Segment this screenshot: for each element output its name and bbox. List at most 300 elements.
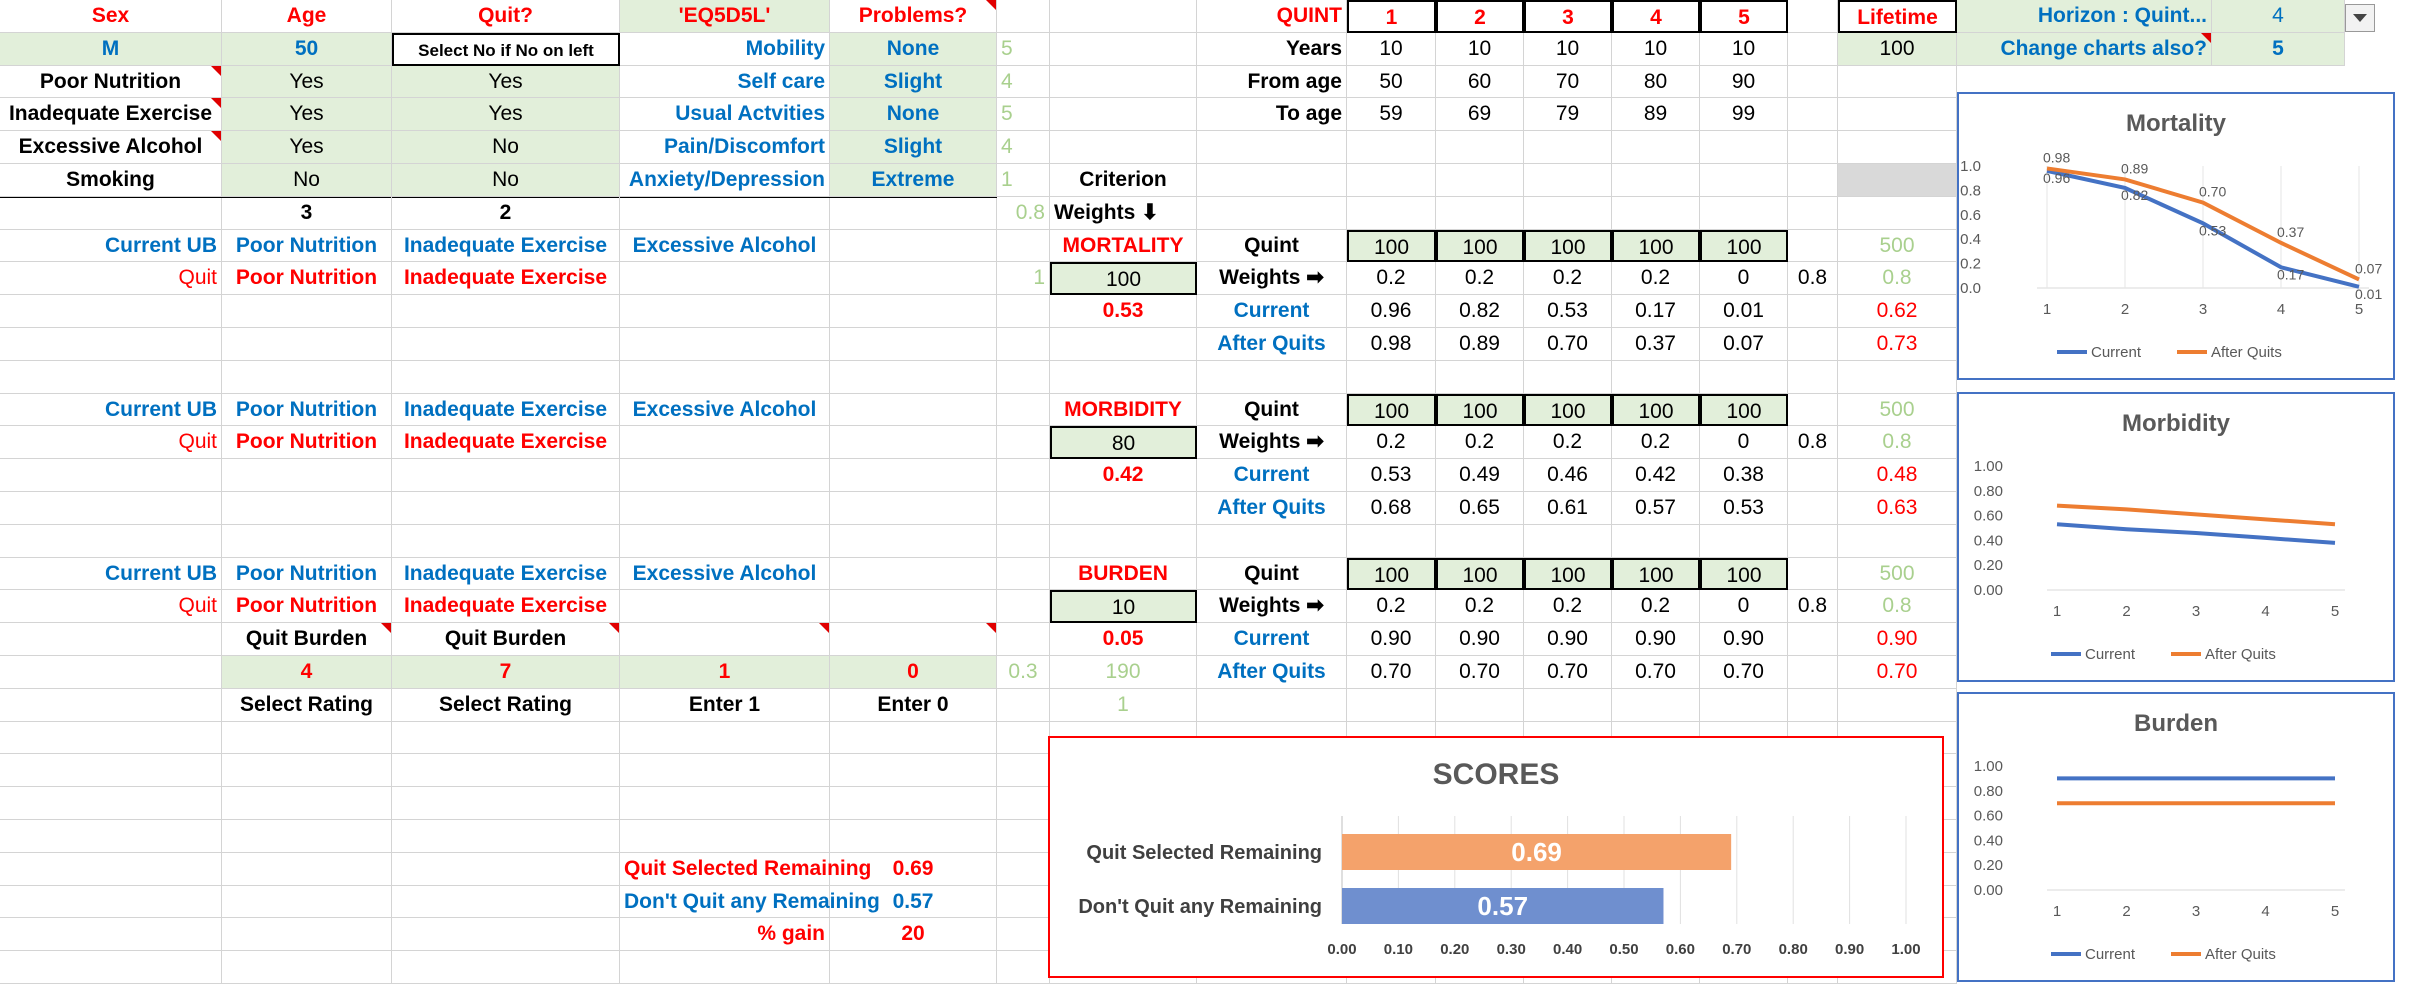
grid-cell[interactable]	[1700, 164, 1788, 197]
grid-cell[interactable]	[997, 918, 1050, 951]
grid-cell[interactable]	[830, 787, 997, 820]
grid-cell[interactable]	[222, 754, 392, 787]
grid-cell[interactable]	[0, 787, 222, 820]
grid-cell[interactable]	[0, 722, 222, 755]
grid-cell[interactable]	[830, 230, 997, 263]
morbidity-chart[interactable]	[1957, 392, 2395, 682]
cell-r4-c1[interactable]: Yes	[222, 131, 392, 164]
grid-cell[interactable]	[0, 820, 222, 853]
cell-r9-c9: 0.82	[1436, 295, 1524, 328]
grid-cell[interactable]	[1788, 164, 1838, 197]
grid-cell[interactable]	[0, 951, 222, 984]
cell-r18-c6[interactable]: 10	[1050, 590, 1197, 623]
grid-cell[interactable]	[620, 722, 830, 755]
grid-cell[interactable]	[1700, 361, 1788, 394]
grid-cell[interactable]	[392, 525, 620, 558]
grid-cell[interactable]	[997, 590, 1050, 623]
grid-cell[interactable]	[222, 492, 392, 525]
cell-r12-c2: Inadequate Exercise	[392, 394, 620, 427]
cell-r3-c8: 59	[1347, 98, 1436, 131]
cell-r9-c8: 0.96	[1347, 295, 1436, 328]
grid-cell[interactable]	[1838, 197, 1957, 230]
grid-cell[interactable]	[830, 754, 997, 787]
grid-cell[interactable]	[1788, 230, 1838, 263]
cell-r17-c12: 100	[1700, 558, 1788, 591]
grid-cell[interactable]	[392, 492, 620, 525]
cell-r5-c4[interactable]: Extreme	[830, 164, 997, 197]
cell-r2-c12: 90	[1700, 66, 1788, 99]
grid-cell[interactable]	[392, 918, 620, 951]
cell-r20-c3[interactable]: 1	[620, 656, 830, 689]
cell-r9-c11: 0.17	[1612, 295, 1700, 328]
y-tick-label: 0.80	[1973, 482, 2003, 500]
cell-r1-c14: 100	[1838, 33, 1957, 66]
grid-cell[interactable]	[0, 623, 222, 656]
grid-cell[interactable]	[830, 459, 997, 492]
cell-r26-c4: 0.69	[830, 853, 997, 886]
scores-chart[interactable]	[1048, 736, 1944, 978]
grid-cell[interactable]	[1050, 525, 1197, 558]
grid-cell[interactable]	[1788, 623, 1838, 656]
x-tick-label: 1	[2052, 903, 2062, 920]
grid-cell[interactable]	[830, 426, 997, 459]
cell-r12-c7: Quint	[1197, 394, 1347, 427]
cell-r1-c0[interactable]: M	[0, 33, 222, 66]
cell-r2-c5: 4	[997, 66, 1050, 99]
data-label: 0.70	[2199, 183, 2227, 200]
grid-cell[interactable]	[997, 295, 1050, 328]
grid-cell[interactable]	[997, 394, 1050, 427]
cell-r1-c16[interactable]: 5	[2212, 33, 2345, 66]
cell-r7-c8: 100	[1347, 230, 1436, 263]
grid-cell[interactable]	[620, 459, 830, 492]
grid-cell[interactable]	[830, 951, 997, 984]
grid-cell[interactable]	[620, 426, 830, 459]
grid-cell[interactable]	[620, 525, 830, 558]
grid-cell[interactable]	[997, 230, 1050, 263]
cell-r2-c11: 80	[1612, 66, 1700, 99]
grid-cell[interactable]	[997, 689, 1050, 722]
grid-cell[interactable]	[1838, 66, 1957, 99]
cell-r4-c2[interactable]: No	[392, 131, 620, 164]
legend-label: After Quits	[2211, 344, 2282, 361]
cell-r1-c1[interactable]: 50	[222, 33, 392, 66]
y-tick-label: 0.60	[1973, 807, 2003, 825]
cell-r28-c3: % gain	[620, 918, 830, 951]
grid-cell[interactable]	[1788, 394, 1838, 427]
x-tick-label: 1	[2052, 603, 2062, 620]
cell-r19-c8: 0.90	[1347, 623, 1436, 656]
grid-cell[interactable]	[0, 656, 222, 689]
burden-chart[interactable]	[1957, 692, 2395, 982]
grid-cell[interactable]	[830, 328, 997, 361]
grid-cell[interactable]	[0, 459, 222, 492]
grid-cell[interactable]	[1050, 131, 1197, 164]
grid-cell[interactable]	[1838, 689, 1957, 722]
cell-r2-c2[interactable]: Yes	[392, 66, 620, 99]
cell-r13-c9: 0.2	[1436, 426, 1524, 459]
x-tick-label: 4	[2261, 603, 2270, 620]
grid-cell[interactable]	[997, 722, 1050, 755]
cell-r1-c8: 10	[1347, 33, 1436, 66]
grid-cell[interactable]	[1612, 689, 1700, 722]
grid-cell[interactable]	[392, 328, 620, 361]
grid-cell[interactable]	[222, 820, 392, 853]
burden-plot	[1959, 694, 2397, 984]
legend-label: After Quits	[2205, 646, 2276, 663]
grid-cell[interactable]	[1700, 131, 1788, 164]
grid-cell[interactable]	[997, 853, 1050, 886]
grid-cell[interactable]	[0, 689, 222, 722]
cell-r18-c14: 0.8	[1838, 590, 1957, 623]
grid-cell[interactable]	[222, 459, 392, 492]
grid-cell[interactable]	[222, 722, 392, 755]
grid-cell[interactable]	[620, 590, 830, 623]
grid-cell[interactable]	[997, 459, 1050, 492]
grid-cell[interactable]	[830, 394, 997, 427]
cell-r10-c10: 0.70	[1524, 328, 1612, 361]
cell-r1-c5: 5	[997, 33, 1050, 66]
cell-r5-c3: Anxiety/Depression	[620, 164, 830, 197]
grid-cell[interactable]	[1347, 689, 1436, 722]
grid-cell[interactable]	[997, 787, 1050, 820]
grid-cell[interactable]	[620, 295, 830, 328]
bar-value-label: 0.69	[1511, 837, 1562, 867]
cell-r4-c5: 4	[997, 131, 1050, 164]
grid-cell[interactable]	[1788, 558, 1838, 591]
cell-r13-c6[interactable]: 80	[1050, 426, 1197, 459]
grid-cell[interactable]	[1197, 164, 1347, 197]
grid-cell[interactable]	[1436, 361, 1524, 394]
legend-label: Current	[2085, 646, 2136, 663]
grid-cell[interactable]	[1788, 525, 1838, 558]
grid-cell[interactable]	[1788, 361, 1838, 394]
cell-r20-c2[interactable]: 7	[392, 656, 620, 689]
cell-r18-c8: 0.2	[1347, 590, 1436, 623]
grid-cell[interactable]	[1524, 164, 1612, 197]
grid-cell[interactable]	[1197, 131, 1347, 164]
grid-cell[interactable]	[997, 754, 1050, 787]
y-tick-label: 1.0	[1960, 158, 1981, 175]
cell-r0-c8: 1	[1347, 0, 1436, 33]
cell-r0-c12: 5	[1700, 0, 1788, 33]
grid-cell[interactable]	[997, 951, 1050, 984]
grid-cell[interactable]	[392, 722, 620, 755]
y-tick-label: 0.6	[1960, 206, 1981, 224]
grid-cell[interactable]	[1788, 98, 1838, 131]
cell-r5-c5: 1	[997, 164, 1050, 197]
y-tick-label: 0.4	[1960, 231, 1981, 249]
grid-cell[interactable]	[392, 295, 620, 328]
x-tick-label: 0.50	[1609, 941, 1639, 958]
cell-r13-c8: 0.2	[1347, 426, 1436, 459]
cell-r20-c8: 0.70	[1347, 656, 1436, 689]
cell-r12-c0: Current UB	[0, 394, 222, 427]
grid-cell[interactable]	[1524, 197, 1612, 230]
cell-r20-c4[interactable]: 0	[830, 656, 997, 689]
grid-cell[interactable]	[0, 918, 222, 951]
cell-r10-c12: 0.07	[1700, 328, 1788, 361]
grid-cell[interactable]	[1436, 525, 1524, 558]
grid-cell[interactable]	[392, 886, 620, 919]
grid-cell[interactable]	[620, 262, 830, 295]
grid-cell[interactable]	[997, 361, 1050, 394]
grid-cell[interactable]	[222, 328, 392, 361]
cell-r8-c0: Quit	[0, 262, 222, 295]
cell-r0-c14: Lifetime	[1838, 0, 1957, 33]
grid-cell[interactable]	[830, 558, 997, 591]
grid-cell[interactable]	[830, 590, 997, 623]
cell-r12-c1: Poor Nutrition	[222, 394, 392, 427]
grid-cell[interactable]	[222, 886, 392, 919]
cell-r8-c6[interactable]: 100	[1050, 262, 1197, 295]
cell-r18-c10: 0.2	[1524, 590, 1612, 623]
grid-cell[interactable]	[1197, 361, 1347, 394]
x-tick-label: 0.90	[1834, 941, 1865, 958]
grid-cell[interactable]	[1838, 98, 1957, 131]
grid-cell[interactable]	[830, 525, 997, 558]
cell-r18-c12: 0	[1700, 590, 1788, 623]
chart-title: Burden	[2134, 710, 2218, 737]
grid-cell[interactable]	[1197, 689, 1347, 722]
cell-r15-c14: 0.63	[1838, 492, 1957, 525]
grid-cell[interactable]	[0, 295, 222, 328]
grid-cell[interactable]	[0, 361, 222, 394]
cell-r5-c1[interactable]: No	[222, 164, 392, 197]
grid-cell[interactable]	[1612, 131, 1700, 164]
grid-cell[interactable]	[1050, 33, 1197, 66]
cell-r19-c3	[620, 623, 830, 656]
grid-cell[interactable]	[1612, 525, 1700, 558]
grid-cell[interactable]	[1612, 164, 1700, 197]
cell-r3-c7: To age	[1197, 98, 1347, 131]
grid-cell[interactable]	[1050, 0, 1197, 33]
grid-cell[interactable]	[392, 820, 620, 853]
grid-cell[interactable]	[1838, 361, 1957, 394]
grid-cell[interactable]	[620, 492, 830, 525]
cell-r3-c9: 69	[1436, 98, 1524, 131]
grid-cell[interactable]	[997, 0, 1050, 33]
grid-cell[interactable]	[1700, 689, 1788, 722]
grid-cell[interactable]	[0, 754, 222, 787]
grid-cell[interactable]	[1347, 525, 1436, 558]
grid-cell[interactable]	[222, 787, 392, 820]
grid-cell[interactable]	[997, 525, 1050, 558]
cell-r14-c9: 0.49	[1436, 459, 1524, 492]
cell-r2-c4[interactable]: Slight	[830, 66, 997, 99]
data-label: 0.89	[2121, 160, 2149, 177]
cell-r18-c2: Inadequate Exercise	[392, 590, 620, 623]
cell-r12-c14: 500	[1838, 394, 1957, 427]
grid-cell[interactable]	[997, 328, 1050, 361]
grid-cell[interactable]	[1838, 525, 1957, 558]
grid-cell[interactable]	[620, 361, 830, 394]
grid-cell[interactable]	[392, 361, 620, 394]
data-label: 0.98	[2043, 149, 2071, 166]
series-line-after-quits	[2057, 506, 2335, 525]
grid-cell[interactable]	[1050, 492, 1197, 525]
data-label: 0.37	[2277, 223, 2305, 240]
grid-cell[interactable]	[620, 754, 830, 787]
grid-cell[interactable]	[222, 918, 392, 951]
grid-cell[interactable]	[1197, 525, 1347, 558]
cell-r0-c2: Quit?	[392, 0, 620, 33]
cell-r7-c0: Current UB	[0, 230, 222, 263]
grid-cell[interactable]	[0, 886, 222, 919]
cell-r5-c2[interactable]: No	[392, 164, 620, 197]
grid-cell[interactable]	[830, 361, 997, 394]
grid-cell[interactable]	[997, 426, 1050, 459]
cell-r3-c5: 5	[997, 98, 1050, 131]
grid-cell[interactable]	[830, 197, 997, 230]
grid-cell[interactable]	[1788, 689, 1838, 722]
grid-cell[interactable]	[222, 951, 392, 984]
cell-r7-c11: 100	[1612, 230, 1700, 263]
grid-cell[interactable]	[1788, 33, 1838, 66]
cell-r3-c1[interactable]: Yes	[222, 98, 392, 131]
grid-cell[interactable]	[1788, 459, 1838, 492]
grid-cell[interactable]	[392, 459, 620, 492]
cell-r1-c12: 10	[1700, 33, 1788, 66]
grid-cell[interactable]	[1788, 295, 1838, 328]
cell-r14-c6: 0.42	[1050, 459, 1197, 492]
cell-r10-c9: 0.89	[1436, 328, 1524, 361]
grid-cell[interactable]	[1612, 361, 1700, 394]
grid-cell[interactable]	[0, 492, 222, 525]
cell-r0-c0: Sex	[0, 0, 222, 33]
grid-cell[interactable]	[1788, 131, 1838, 164]
grid-cell[interactable]	[830, 820, 997, 853]
grid-cell[interactable]	[1788, 0, 1838, 33]
x-tick-label: 1.00	[1891, 941, 1921, 958]
x-tick-label: 2	[2122, 903, 2131, 920]
cell-r1-c9: 10	[1436, 33, 1524, 66]
grid-cell[interactable]	[997, 492, 1050, 525]
cell-r26-c3: Quit Selected Remaining	[620, 853, 830, 886]
cell-r8-c14: 0.8	[1838, 262, 1957, 295]
grid-cell[interactable]	[392, 754, 620, 787]
cell-r17-c0: Current UB	[0, 558, 222, 591]
grid-cell[interactable]	[0, 525, 222, 558]
cell-r8-c13: 0.8	[1788, 262, 1838, 295]
grid-cell[interactable]	[1050, 328, 1197, 361]
mortality-chart[interactable]	[1957, 92, 2395, 380]
grid-cell[interactable]	[392, 951, 620, 984]
cell-r9-c12: 0.01	[1700, 295, 1788, 328]
cell-r7-c3: Excessive Alcohol	[620, 230, 830, 263]
grid-cell[interactable]	[1050, 98, 1197, 131]
x-tick-label: 0.10	[1383, 941, 1414, 958]
grid-cell[interactable]	[1347, 131, 1436, 164]
grid-cell[interactable]	[1788, 66, 1838, 99]
grid-cell[interactable]	[1524, 525, 1612, 558]
mortality-plot	[1959, 94, 2397, 382]
grid-cell[interactable]	[1788, 197, 1838, 230]
grid-cell[interactable]	[1050, 361, 1197, 394]
grid-cell[interactable]	[620, 951, 830, 984]
grid-cell[interactable]	[997, 886, 1050, 919]
grid-cell[interactable]	[1347, 361, 1436, 394]
cell-r6-c5: 0.8	[997, 197, 1050, 230]
grid-cell[interactable]	[1436, 131, 1524, 164]
grid-cell[interactable]	[0, 197, 222, 230]
cell-r3-c2[interactable]: Yes	[392, 98, 620, 131]
grid-cell[interactable]	[222, 361, 392, 394]
grid-cell[interactable]	[1788, 492, 1838, 525]
grid-cell[interactable]	[1788, 328, 1838, 361]
data-label: 0.17	[2277, 266, 2305, 283]
grid-cell[interactable]	[1838, 131, 1957, 164]
cell-r3-c10: 79	[1524, 98, 1612, 131]
grid-cell[interactable]	[222, 853, 392, 886]
cell-r3-c4[interactable]: None	[830, 98, 997, 131]
grid-cell[interactable]	[1050, 66, 1197, 99]
grid-cell[interactable]	[830, 295, 997, 328]
x-tick-label: 2	[2120, 301, 2130, 318]
category-label: Don't Quit any Remaining	[1078, 896, 1322, 918]
grid-cell[interactable]	[0, 853, 222, 886]
cell-r14-c14: 0.48	[1838, 459, 1957, 492]
grid-cell[interactable]	[1347, 164, 1436, 197]
grid-cell[interactable]	[1436, 689, 1524, 722]
cell-r8-c7: Weights ➡	[1197, 262, 1347, 295]
grid-cell[interactable]	[1436, 164, 1524, 197]
grid-cell[interactable]	[222, 525, 392, 558]
grid-cell[interactable]	[620, 328, 830, 361]
grid-cell[interactable]	[1347, 197, 1436, 230]
cell-r17-c6: BURDEN	[1050, 558, 1197, 591]
grid-cell[interactable]	[222, 295, 392, 328]
cell-r19-c2: Quit Burden	[392, 623, 620, 656]
dropdown-button[interactable]	[2345, 4, 2375, 32]
grid-cell[interactable]	[830, 262, 997, 295]
data-label: 0.07	[2355, 260, 2383, 277]
x-tick-label: 4	[2261, 903, 2270, 920]
cell-r8-c9: 0.2	[1436, 262, 1524, 295]
grid-cell[interactable]	[997, 558, 1050, 591]
grid-cell[interactable]	[392, 853, 620, 886]
grid-cell[interactable]	[1700, 525, 1788, 558]
grid-cell[interactable]	[620, 197, 830, 230]
grid-cell[interactable]	[1524, 131, 1612, 164]
grid-cell[interactable]	[0, 328, 222, 361]
cell-r8-c5: 1	[997, 262, 1050, 295]
grid-cell[interactable]	[1612, 197, 1700, 230]
cell-r20-c1[interactable]: 4	[222, 656, 392, 689]
cell-r18-c1: Poor Nutrition	[222, 590, 392, 623]
cell-r1-c4[interactable]: None	[830, 33, 997, 66]
grid-cell[interactable]	[830, 722, 997, 755]
grid-cell[interactable]	[1197, 197, 1347, 230]
grid-cell[interactable]	[830, 492, 997, 525]
grid-cell[interactable]	[392, 787, 620, 820]
grid-cell[interactable]	[1524, 689, 1612, 722]
grid-cell[interactable]	[1700, 197, 1788, 230]
cell-r0-c16[interactable]: 4	[2212, 0, 2345, 33]
cell-r7-c14: 500	[1838, 230, 1957, 263]
grid-cell[interactable]	[620, 820, 830, 853]
y-tick-label: 1.00	[1973, 758, 2003, 775]
grid-cell[interactable]	[1436, 197, 1524, 230]
grid-cell[interactable]	[997, 623, 1050, 656]
grid-cell[interactable]	[1524, 361, 1612, 394]
cell-r2-c1[interactable]: Yes	[222, 66, 392, 99]
grid-cell[interactable]	[620, 787, 830, 820]
cell-r4-c4[interactable]: Slight	[830, 131, 997, 164]
cell-r1-c15: Change charts also?	[1957, 33, 2212, 66]
grid-cell[interactable]	[997, 820, 1050, 853]
grid-cell[interactable]	[1788, 656, 1838, 689]
